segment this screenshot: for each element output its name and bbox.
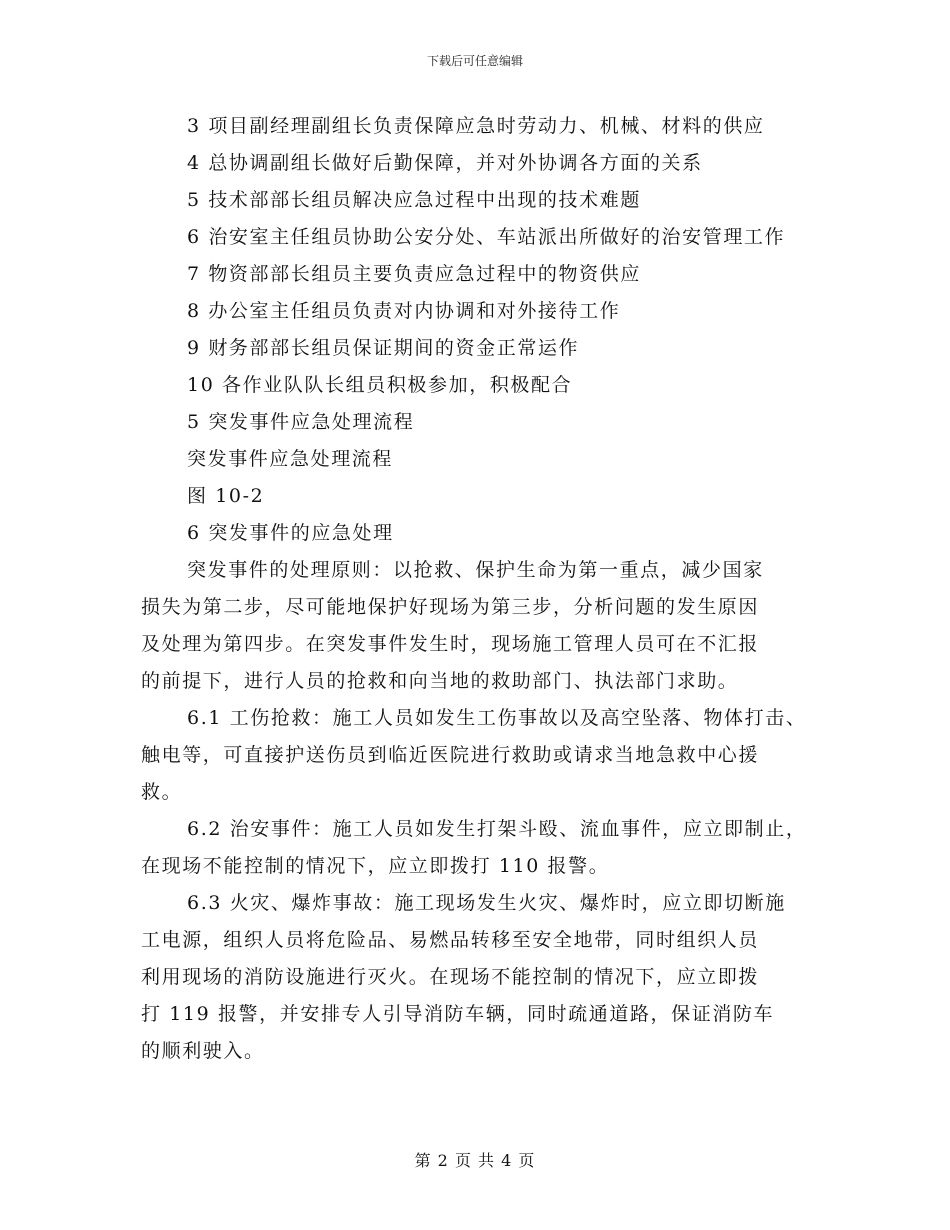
list-item: 5 技术部部长组员解决应急过程中出现的技术难题 bbox=[187, 189, 641, 211]
paragraph-line: 触电等，可直接护送伤员到临近医院进行救助或请求当地急救中心援 bbox=[141, 744, 760, 766]
section-heading: 6 突发事件的应急处理 bbox=[187, 522, 394, 544]
paragraph-line: 的顺利驶入。 bbox=[141, 1040, 265, 1062]
paragraph-line: 6.1 工伤抢救：施工人员如发生工伤事故以及高空坠落、物体打击、 bbox=[187, 707, 807, 729]
paragraph-line: 打 119 报警，并安排专人引导消防车辆，同时疏通道路，保证消防车 bbox=[141, 1003, 775, 1025]
page-header: 下载后可任意编辑 bbox=[426, 54, 523, 68]
paragraph-line: 的前提下，进行人员的抢救和向当地的救助部门、执法部门求助。 bbox=[141, 670, 739, 692]
paragraph-line: 救。 bbox=[141, 781, 183, 803]
page-footer: 第 2 页 共 4 页 bbox=[414, 1151, 536, 1170]
list-item: 3 项目副经理副组长负责保障应急时劳动力、机械、材料的供应 bbox=[187, 115, 765, 137]
section-heading: 5 突发事件应急处理流程 bbox=[187, 411, 415, 433]
list-item: 8 办公室主任组员负责对内协调和对外接待工作 bbox=[187, 300, 621, 322]
paragraph-line: 工电源，组织人员将危险品、易燃品转移至安全地带，同时组织人员 bbox=[141, 929, 760, 951]
list-item: 6 治安室主任组员协助公安分处、车站派出所做好的治安管理工作 bbox=[187, 226, 786, 248]
paragraph-line: 在现场不能控制的情况下，应立即拨打 110 报警。 bbox=[141, 855, 610, 877]
list-item: 7 物资部部长组员主要负责应急过程中的物资供应 bbox=[187, 263, 641, 285]
paragraph-line: 6.2 治安事件：施工人员如发生打架斗殴、流血事件，应立即制止， bbox=[187, 818, 807, 840]
paragraph-line: 利用现场的消防设施进行灭火。在现场不能控制的情况下，应立即拨 bbox=[141, 966, 760, 988]
paragraph-line: 及处理为第四步。在突发事件发生时，现场施工管理人员可在不汇报 bbox=[141, 633, 760, 655]
paragraph-line: 6.3 火灾、爆炸事故：施工现场发生火灾、爆炸时，应立即切断施 bbox=[187, 892, 786, 914]
figure-title: 突发事件应急处理流程 bbox=[187, 448, 394, 470]
paragraph-line: 突发事件的处理原则：以抢救、保护生命为第一重点，减少国家 bbox=[187, 559, 764, 581]
list-item: 10 各作业队队长组员积极参加，积极配合 bbox=[187, 374, 573, 396]
figure-label: 图 10-2 bbox=[187, 485, 265, 507]
list-item: 4 总协调副组长做好后勤保障，并对外协调各方面的关系 bbox=[187, 152, 703, 174]
list-item: 9 财务部部长组员保证期间的资金正常运作 bbox=[187, 337, 580, 359]
paragraph-line: 损失为第二步，尽可能地保护好现场为第三步，分析问题的发生原因 bbox=[141, 596, 760, 618]
